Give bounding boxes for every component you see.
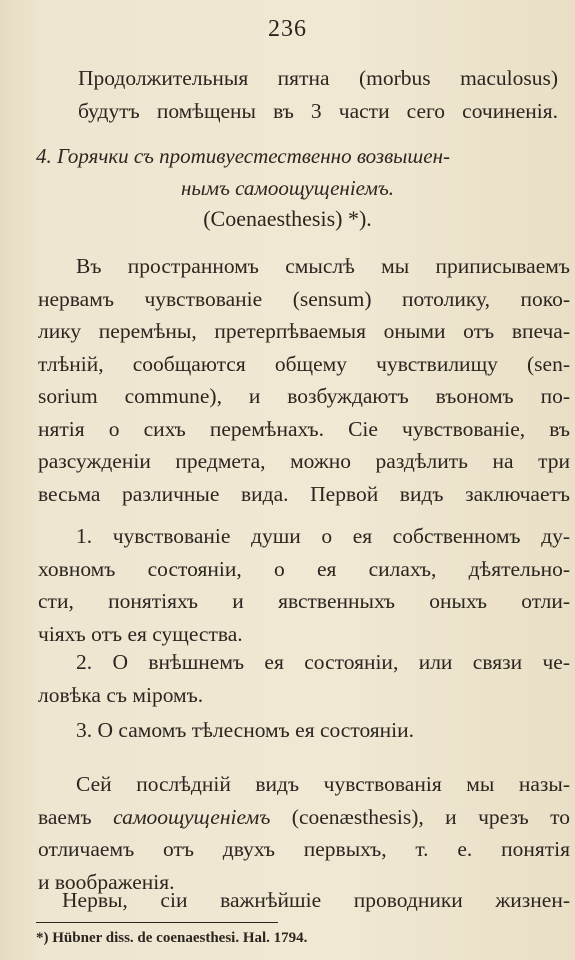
text-line: 1. чувствованіе души о ея собственномъ ду- xyxy=(76,524,570,548)
text-line: лику перемѣны, претерпѣваемыя оными отъ впеча- xyxy=(38,319,570,343)
paragraph-1 xyxy=(38,250,570,510)
text-line: Продолжительныя пятна (morbus maculosus) xyxy=(78,66,558,90)
text-line: sorium commune), и возбуждаютъ въономъ по- xyxy=(38,384,570,408)
text-line: Сей послѣдній видъ чувствованія мы назы- xyxy=(76,772,570,796)
paragraph-3 xyxy=(38,884,570,917)
footnote-divider xyxy=(36,922,278,923)
text-line: весьма различные вида. Первой видъ заключаетъ xyxy=(38,481,570,506)
text-line: сти, понятіяхъ и явственныхъ оныхъ отли- xyxy=(38,589,570,613)
footnote: *) Hübner diss. de coenaesthesi. Hal. 1794. xyxy=(36,930,308,946)
text-line: тлѣній, сообщаются общему чувствилищу (sen- xyxy=(38,351,570,376)
text-line: ховномъ состояніи, о ея силахъ, дѣятельно- xyxy=(38,556,570,581)
list-item-3 xyxy=(76,714,556,747)
text-line: чіяхъ отъ ея существа. xyxy=(38,621,243,646)
text-segment: ваемъ xyxy=(38,804,114,829)
paragraph-2 xyxy=(38,768,570,898)
text-line: 2. О внѣшнемъ ея состояніи, или связи че- xyxy=(76,650,570,674)
heading-line: 4. Горячки съ противуестественно возвышен- xyxy=(36,144,450,168)
text-line: 3. О самомъ тѣлесномъ ея состояніи. xyxy=(76,718,415,742)
text-line: разсужденіи предмета, можно раздѣлить на три xyxy=(38,449,570,473)
text-line: будутъ помѣщены въ 3 части сего сочиненія. xyxy=(78,98,558,123)
text-line: нятія о сихъ перемѣнахъ. Сіе чувствованіе, въ xyxy=(38,416,570,441)
text-line: и воображенія. xyxy=(38,869,175,894)
list-item-2 xyxy=(38,646,570,711)
list-item-1 xyxy=(38,520,570,650)
text-line: ловѣка съ міромъ. xyxy=(38,682,204,707)
section-latin-term: (Coenaesthesis) *). xyxy=(203,206,372,231)
text-line: отличаемъ отъ двухъ первыхъ, т. е. понятія xyxy=(38,837,570,861)
text-line xyxy=(38,801,570,834)
text-segment: (coenæsthesis), и чрезъ то xyxy=(270,804,570,829)
text-line: Въ пространномъ смыслѣ мы приписываемъ xyxy=(76,254,570,278)
section-heading xyxy=(0,140,575,204)
text-line: нервамъ чувствованіе (sensum) потолику, поко- xyxy=(38,286,570,311)
italic-term: самоощущеніемъ xyxy=(113,804,271,829)
intro-paragraph xyxy=(78,62,558,127)
page-number: 236 xyxy=(268,16,307,42)
heading-line: нымъ самоощущеніемъ. xyxy=(180,176,395,200)
text-line: Нервы, сіи важнѣйшіе проводники жизнен- xyxy=(62,888,570,912)
